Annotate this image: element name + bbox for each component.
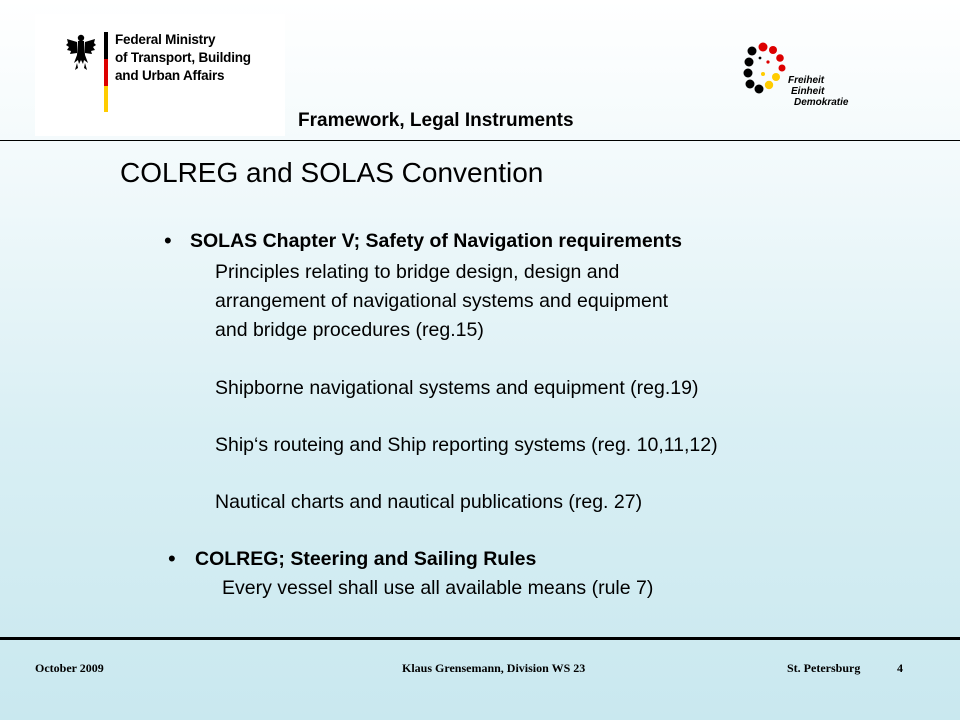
slide-title: COLREG and SOLAS Convention <box>120 157 544 188</box>
logo-word-1: Freiheit <box>788 75 825 86</box>
federal-eagle-icon <box>65 33 97 71</box>
ministry-line-3: and Urban Affairs <box>115 68 225 83</box>
logo-word-3: Demokratie <box>794 97 849 108</box>
logo-word-2: Einheit <box>791 86 825 97</box>
solas-line: Nautical charts and nautical publications (reg. 27) <box>215 491 643 513</box>
solas-line: Principles relating to bridge design, design and <box>215 261 620 283</box>
bullet-icon: • <box>168 546 176 571</box>
solas-heading: SOLAS Chapter V; Safety of Navigation requirements <box>190 230 682 252</box>
german-flag-bar <box>104 32 108 112</box>
section-title: Framework, Legal Instruments <box>298 110 574 131</box>
ministry-line-2: of Transport, Building <box>115 50 251 65</box>
bullet-icon: • <box>164 228 172 253</box>
ministry-name <box>115 31 275 85</box>
solas-line: Ship‘s routeing and Ship reporting systems (reg. 10,11,12) <box>215 434 718 456</box>
footer-divider <box>0 637 960 640</box>
header-divider <box>0 140 960 141</box>
footer-date: October 2009 <box>35 661 104 675</box>
footer-author: Klaus Grensemann, Division WS 23 <box>402 661 586 675</box>
solas-line: and bridge procedures (reg.15) <box>215 319 484 341</box>
colreg-line: Every vessel shall use all available means (rule 7) <box>222 577 654 599</box>
solas-line: arrangement of navigational systems and equipment <box>215 290 669 312</box>
ministry-line-1: Federal Ministry <box>115 32 216 47</box>
footer-location: St. Petersburg <box>787 661 861 675</box>
solas-line: Shipborne navigational systems and equipment (reg.19) <box>215 377 699 399</box>
page-number: 4 <box>897 661 903 675</box>
colreg-heading: COLREG; Steering and Sailing Rules <box>195 548 537 570</box>
unity-logo-words <box>788 75 848 108</box>
